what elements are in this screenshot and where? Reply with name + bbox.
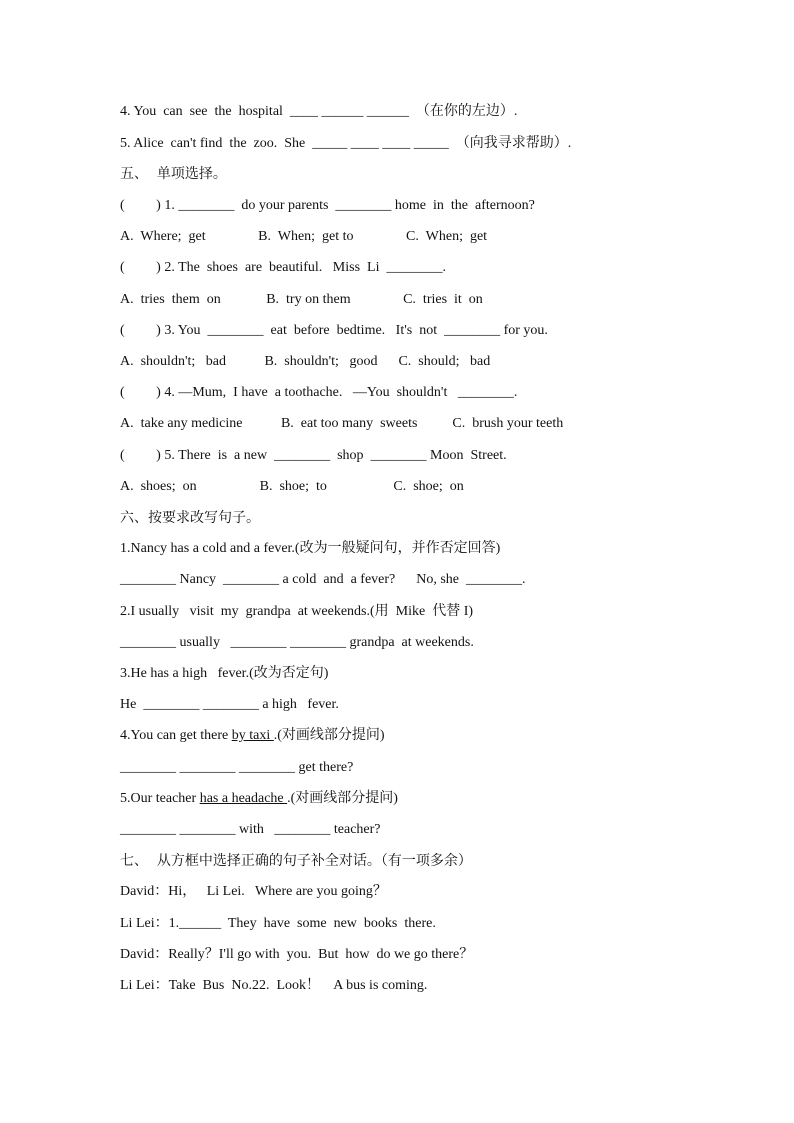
mc-q3: ( ) 3. You ________ eat before bedtime. It's not ________ for you.	[120, 323, 548, 338]
dialogue-line-4: Li Lei：Take Bus No.22. Look！ A bus is coming.	[120, 978, 428, 993]
rewrite-q5-answer: ________ ________ with ________ teacher?	[120, 822, 381, 837]
rewrite-q2-answer: ________ usually ________ ________ grandpa at weekends.	[120, 635, 474, 650]
fill-blank-q4: 4. You can see the hospital ____ ______ ______ （在你的左边）.	[120, 104, 518, 119]
dialogue-line-1: David：Hi， Li Lei. Where are you going？	[120, 884, 387, 899]
rewrite-q2: 2.I usually visit my grandpa at weekends.(用 Mike 代替 I)	[120, 604, 474, 619]
rewrite-q1: 1.Nancy has a cold and a fever.(改为一般疑问句，并作否定回答)	[120, 541, 501, 556]
underlined-phrase: by taxi	[231, 728, 274, 743]
rewrite-q1-answer: ________ Nancy ________ a cold and a fever? No, she ________.	[120, 572, 526, 587]
mc-q5-options: A. shoes; on B. shoe; to C. shoe; on	[120, 479, 464, 494]
mc-q4-options: A. take any medicine B. eat too many sweets C. brush your teeth	[120, 416, 564, 431]
underlined-phrase: has a headache	[199, 791, 288, 806]
mc-q2: ( ) 2. The shoes are beautiful. Miss Li ________.	[120, 260, 446, 275]
fill-blank-q5: 5. Alice can't find the zoo. She _____ ____ ____ _____ （向我寻求帮助）.	[120, 136, 572, 151]
mc-q1-options: A. Where; get B. When; get to C. When; get	[120, 229, 488, 244]
rewrite-q5	[120, 790, 398, 808]
rewrite-q4-lead: 4.You can get there	[120, 728, 232, 743]
mc-q4: ( ) 4. —Mum, I have a toothache. —You shouldn't ________.	[120, 385, 518, 400]
dialogue-line-3: David：Really？I'll go with you. But how do we go there？	[120, 947, 474, 962]
rewrite-q4-answer: ________ ________ ________ get there?	[120, 760, 354, 775]
mc-q2-options: A. tries them on B. try on them C. tries it on	[120, 292, 483, 307]
mc-q3-options: A. shouldn't; bad B. shouldn't; good C. should; bad	[120, 354, 491, 369]
dialogue-line-2: Li Lei：1.______ They have some new books there.	[120, 916, 436, 931]
rewrite-q3-answer: He ________ ________ a high fever.	[120, 697, 339, 712]
rewrite-q4-instruction: .(对画线部分提问)	[273, 728, 385, 743]
mc-q1: ( ) 1. ________ do your parents ________ home in the afternoon?	[120, 198, 535, 213]
mc-q5: ( ) 5. There is a new ________ shop ________ Moon Street.	[120, 448, 507, 463]
section-6-heading: 六、按要求改写句子。	[120, 510, 260, 526]
rewrite-q3: 3.He has a high fever.(改为否定句)	[120, 666, 329, 681]
rewrite-q4	[120, 727, 385, 745]
rewrite-q5-instruction: .(对画线部分提问)	[287, 791, 398, 806]
rewrite-q5-lead: 5.Our teacher	[120, 791, 200, 806]
section-7-heading: 七、 从方框中选择正确的句子补全对话。（有一项多余）	[120, 853, 472, 869]
section-5-heading: 五、 单项选择。	[120, 166, 227, 182]
